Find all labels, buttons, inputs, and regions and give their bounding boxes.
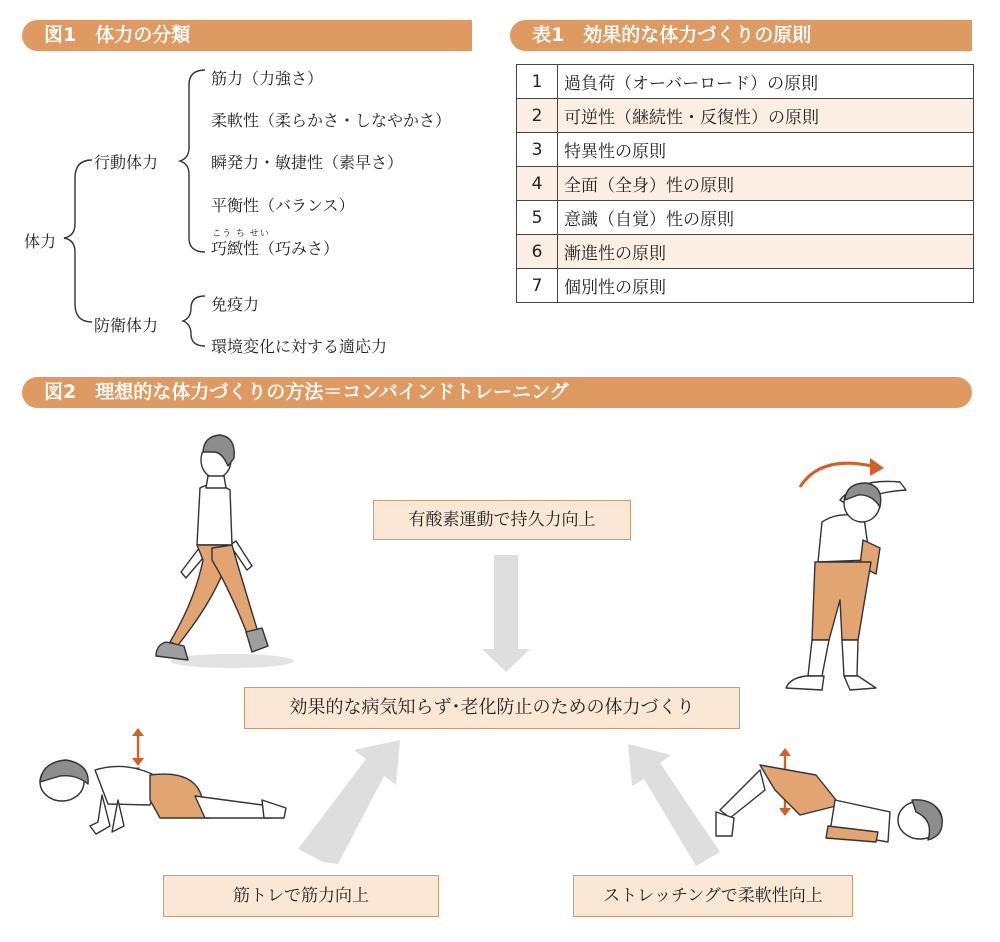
fig2-title: 図2 理想的な体力づくりの方法＝コンバインドトレーニング [44, 381, 569, 403]
row-text: 可逆性（継続性・反復性）の原則 [558, 99, 974, 133]
row-number: 6 [517, 235, 558, 269]
row-number: 2 [517, 99, 558, 133]
walking-person-illustration [156, 435, 294, 668]
principles-table [516, 64, 974, 303]
row-text: 全面（全身）性の原則 [558, 167, 974, 201]
row-text: 過負荷（オーバーロード）の原則 [558, 65, 974, 99]
row-text: 意識（自覚）性の原則 [558, 201, 974, 235]
push-up-person-illustration [40, 728, 286, 834]
item-immunity: 免疫力 [211, 295, 260, 314]
side-stretch-person-illustration [786, 458, 906, 690]
goal-label: 効果的な病気知らず･老化防止のための体力づくり [289, 697, 695, 718]
item-adaptation: 環境変化に対する適応力 [211, 337, 388, 356]
row-number: 5 [517, 201, 558, 235]
row-number: 4 [517, 167, 558, 201]
arrow-up-left [298, 740, 400, 864]
item-strength: 筋力（力強さ） [211, 69, 324, 88]
row-text: 個別性の原則 [558, 269, 974, 303]
row-text: 特異性の原則 [558, 133, 974, 167]
table1-title: 表1 効果的な体力づくりの原則 [532, 24, 812, 46]
root-label: 体力 [24, 232, 57, 251]
table-row [517, 201, 974, 235]
ruby-kouchisei: こう ち せい [212, 229, 270, 239]
root-brace [64, 160, 92, 322]
goal-box [244, 687, 740, 729]
table-row [517, 133, 974, 167]
item-flexibility: 柔軟性（柔らかさ・しなやかさ） [211, 111, 452, 130]
arrow-up-right [628, 744, 720, 866]
group-label-defense: 防衛体力 [94, 316, 159, 335]
flexibility-label: ストレッチングで柔軟性向上 [603, 886, 823, 906]
table-row [517, 167, 974, 201]
flexibility-box [573, 875, 853, 917]
fig1-title: 図1 体力の分類 [44, 24, 191, 46]
table-row [517, 269, 974, 303]
strength-label: 筋トレで筋力向上 [233, 886, 369, 906]
row-number: 3 [517, 133, 558, 167]
row-number: 7 [517, 269, 558, 303]
table-row [517, 99, 974, 133]
defense-brace [183, 296, 205, 346]
item-agility: 瞬発力・敏捷性（素早さ） [211, 153, 404, 172]
group-label-action: 行動体力 [94, 153, 159, 172]
strength-box [163, 875, 439, 917]
item-dexterity: 巧緻性（巧みさ） [211, 239, 340, 258]
hip-lift-person-illustration [716, 748, 942, 842]
action-brace [180, 70, 205, 252]
table-row [517, 65, 974, 99]
tree-braces [64, 70, 205, 346]
row-text: 漸進性の原則 [558, 235, 974, 269]
item-balance: 平衡性（バランス） [211, 196, 355, 215]
arrow-down-top [482, 555, 530, 672]
aerobic-box [373, 500, 631, 540]
row-number: 1 [517, 65, 558, 99]
table-row [517, 235, 974, 269]
aerobic-label: 有酸素運動で持久力向上 [408, 510, 596, 530]
